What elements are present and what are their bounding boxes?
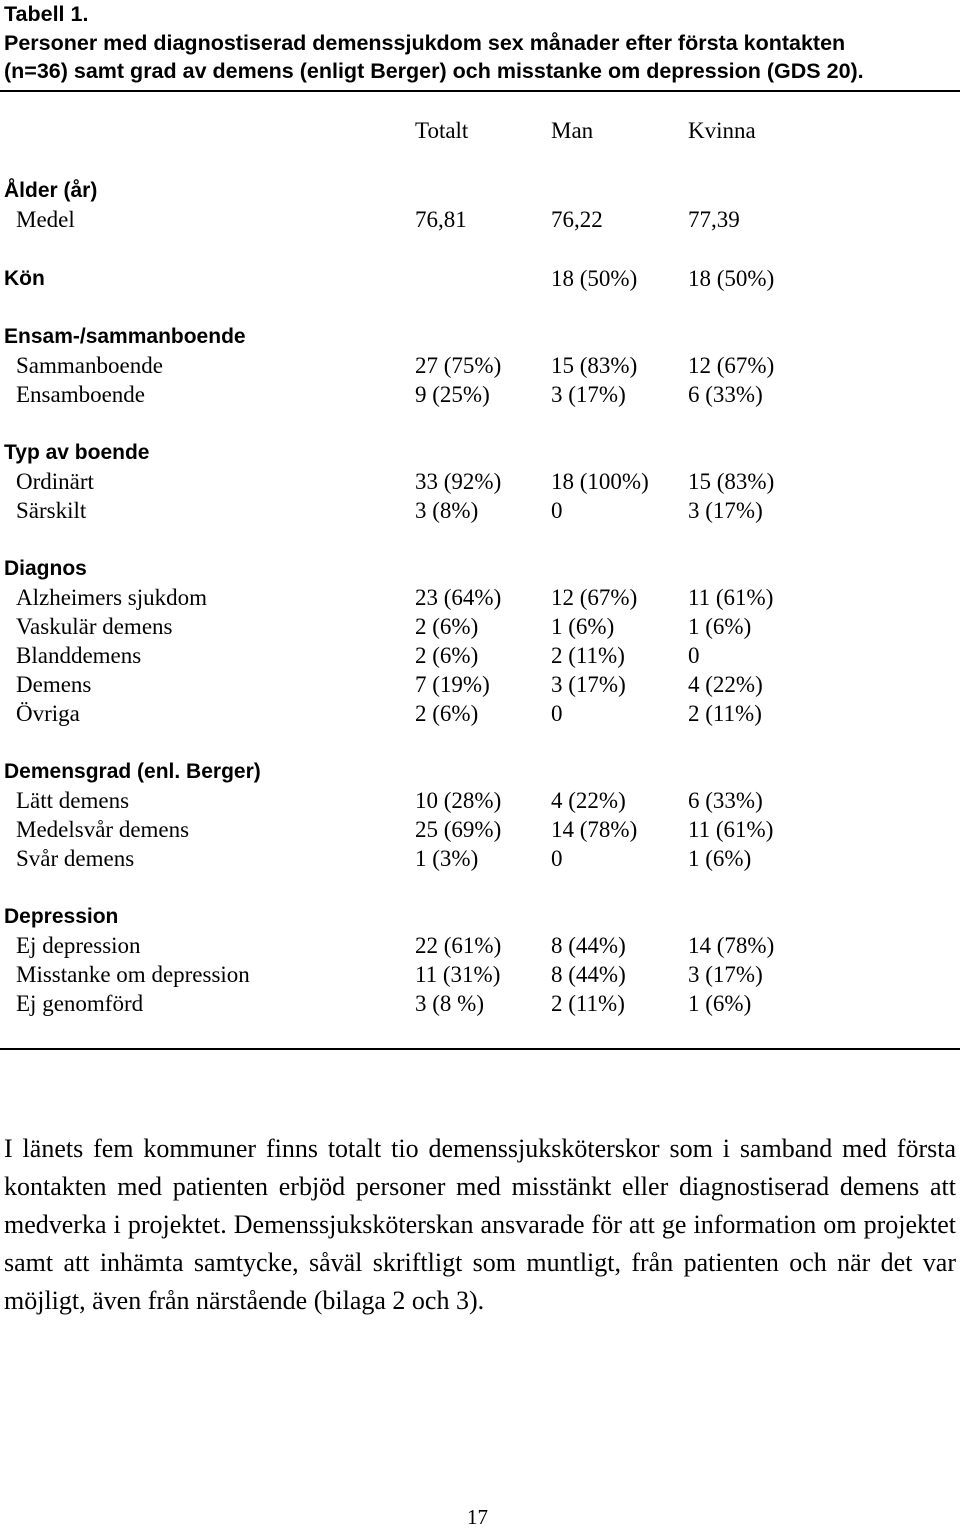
cell-total: 22 (61%): [415, 933, 502, 958]
section-header-alder: [0, 176, 960, 205]
column-header-total: Totalt: [415, 118, 469, 143]
cell-man: 0: [551, 701, 563, 726]
cell-man: 12 (67%): [551, 585, 638, 610]
table-row: [0, 844, 960, 873]
cell-kvinna: 15 (83%): [688, 469, 775, 494]
cell-total: 9 (25%): [415, 382, 490, 407]
cell-man: 2 (11%): [551, 991, 625, 1016]
cell-total: 25 (69%): [415, 817, 502, 842]
cell-kvinna: 6 (33%): [688, 382, 763, 407]
cell-total: 2 (6%): [415, 614, 479, 639]
table-row: [0, 583, 960, 612]
cell-man: 0: [551, 846, 563, 871]
cell-man: 18 (100%): [551, 469, 649, 494]
row-label: Sammanboende: [16, 353, 163, 378]
cell-kvinna: 1 (6%): [688, 846, 752, 871]
column-header-kvinna: Kvinna: [688, 118, 756, 143]
row-label: Ej genomförd: [16, 991, 144, 1016]
table-row: [0, 380, 960, 409]
row-label: Lätt demens: [16, 788, 130, 813]
table-row: [0, 351, 960, 380]
cell-total: 76,81: [415, 207, 467, 232]
table-row: [0, 989, 960, 1018]
cell-kvinna: 1 (6%): [688, 991, 752, 1016]
cell-total: 3 (8%): [415, 498, 479, 523]
row-label: Svår demens: [16, 846, 135, 871]
cell-kvinna: 0: [688, 643, 700, 668]
row-label: Blanddemens: [16, 643, 142, 668]
cell-kvinna: 77,39: [688, 207, 740, 232]
cell-kvinna: 2 (11%): [688, 701, 762, 726]
cell-total: 10 (28%): [415, 788, 502, 813]
table-bottom-rule: [0, 1048, 960, 1050]
cell-man: 76,22: [551, 207, 603, 232]
row-label: Ensamboende: [16, 382, 146, 407]
caption-title-line1: Personer med diagnostiserad demenssjukdom sex månader efter första kontakten: [4, 30, 846, 55]
cell-man: 1 (6%): [551, 614, 615, 639]
table-row: [0, 612, 960, 641]
cell-total: 1 (3%): [415, 846, 479, 871]
section-title: Demensgrad (enl. Berger): [4, 760, 261, 783]
cell-kvinna: 3 (17%): [688, 962, 763, 987]
section-title: Depression: [4, 905, 119, 928]
row-label: Särskilt: [16, 498, 87, 523]
cell-man: 15 (83%): [551, 353, 638, 378]
section-title: Ålder (år): [4, 179, 98, 202]
section-title: Ensam-/sammanboende: [4, 325, 246, 348]
section-title: Typ av boende: [4, 441, 150, 464]
table-caption: [4, 0, 954, 86]
table-row: [0, 467, 960, 496]
row-label: Övriga: [16, 701, 80, 726]
row-label: Misstanke om depression: [16, 962, 250, 987]
table-row: [0, 786, 960, 815]
caption-label: Tabell 1.: [4, 2, 89, 26]
cell-total: 23 (64%): [415, 585, 502, 610]
section-header-diagnos: [0, 554, 960, 583]
cell-man: 3 (17%): [551, 382, 626, 407]
cell-man: 8 (44%): [551, 962, 626, 987]
cell-kvinna: 11 (61%): [688, 817, 774, 842]
cell-kvinna: 6 (33%): [688, 788, 763, 813]
cell-kvinna: 1 (6%): [688, 614, 752, 639]
section-header-kon: [0, 264, 960, 293]
row-label: Ordinärt: [16, 469, 94, 494]
table-row: [0, 960, 960, 989]
cell-man: 0: [551, 498, 563, 523]
table-top-rule: [0, 90, 960, 92]
cell-kvinna: 4 (22%): [688, 672, 763, 697]
column-header-man: Man: [551, 118, 594, 143]
row-label: Vaskulär demens: [16, 614, 173, 639]
section-header-demensgrad: [0, 757, 960, 786]
cell-total: 2 (6%): [415, 643, 479, 668]
cell-man: 4 (22%): [551, 788, 626, 813]
table-row: [0, 205, 960, 234]
row-label: Medel: [16, 207, 75, 232]
cell-total: 33 (92%): [415, 469, 502, 494]
cell-man: 3 (17%): [551, 672, 626, 697]
section-header-boende: [0, 322, 960, 351]
table-row: [0, 815, 960, 844]
cell-total: 11 (31%): [415, 962, 501, 987]
section-title: Kön: [4, 267, 45, 290]
row-label: Medelsvår demens: [16, 817, 190, 842]
cell-kvinna: 3 (17%): [688, 498, 763, 523]
table-row: [0, 641, 960, 670]
cell-man: 18 (50%): [551, 266, 638, 291]
cell-man: 14 (78%): [551, 817, 638, 842]
section-title: Diagnos: [4, 557, 87, 580]
section-header-depression: [0, 902, 960, 931]
cell-total: 2 (6%): [415, 701, 479, 726]
page-number: 17: [467, 1505, 488, 1529]
section-header-typ-av-boende: [0, 438, 960, 467]
cell-kvinna: 11 (61%): [688, 585, 774, 610]
cell-man: 2 (11%): [551, 643, 625, 668]
cell-total: 27 (75%): [415, 353, 502, 378]
row-label: Ej depression: [16, 933, 141, 958]
cell-kvinna: 14 (78%): [688, 933, 775, 958]
table-row: [0, 670, 960, 699]
body-paragraph: I länets fem kommuner finns totalt tio demenssjuksköterskor som i samband med första kontakten med patienten erbjöd personer med misstänkt eller diagnostiserad demens att medverka i projektet. Demenssjuksköterskan ansvarade för att ge information om projektet samt att inhämta samtycke, såväl skriftligt som muntligt, från patienten och när det var möjligt, även från närstående (bilaga 2 och 3).: [4, 1134, 956, 1315]
cell-total: 3 (8 %): [415, 991, 484, 1016]
cell-total: 7 (19%): [415, 672, 490, 697]
table-row: [0, 699, 960, 728]
row-label: Demens: [16, 672, 92, 697]
table-row: [0, 496, 960, 525]
cell-kvinna: 18 (50%): [688, 266, 775, 291]
caption-title-line2: (n=36) samt grad av demens (enligt Berger) och misstanke om depression (GDS 20).: [4, 59, 864, 83]
table-row: [0, 931, 960, 960]
cell-kvinna: 12 (67%): [688, 353, 775, 378]
cell-man: 8 (44%): [551, 933, 626, 958]
row-label: Alzheimers sjukdom: [16, 585, 207, 610]
